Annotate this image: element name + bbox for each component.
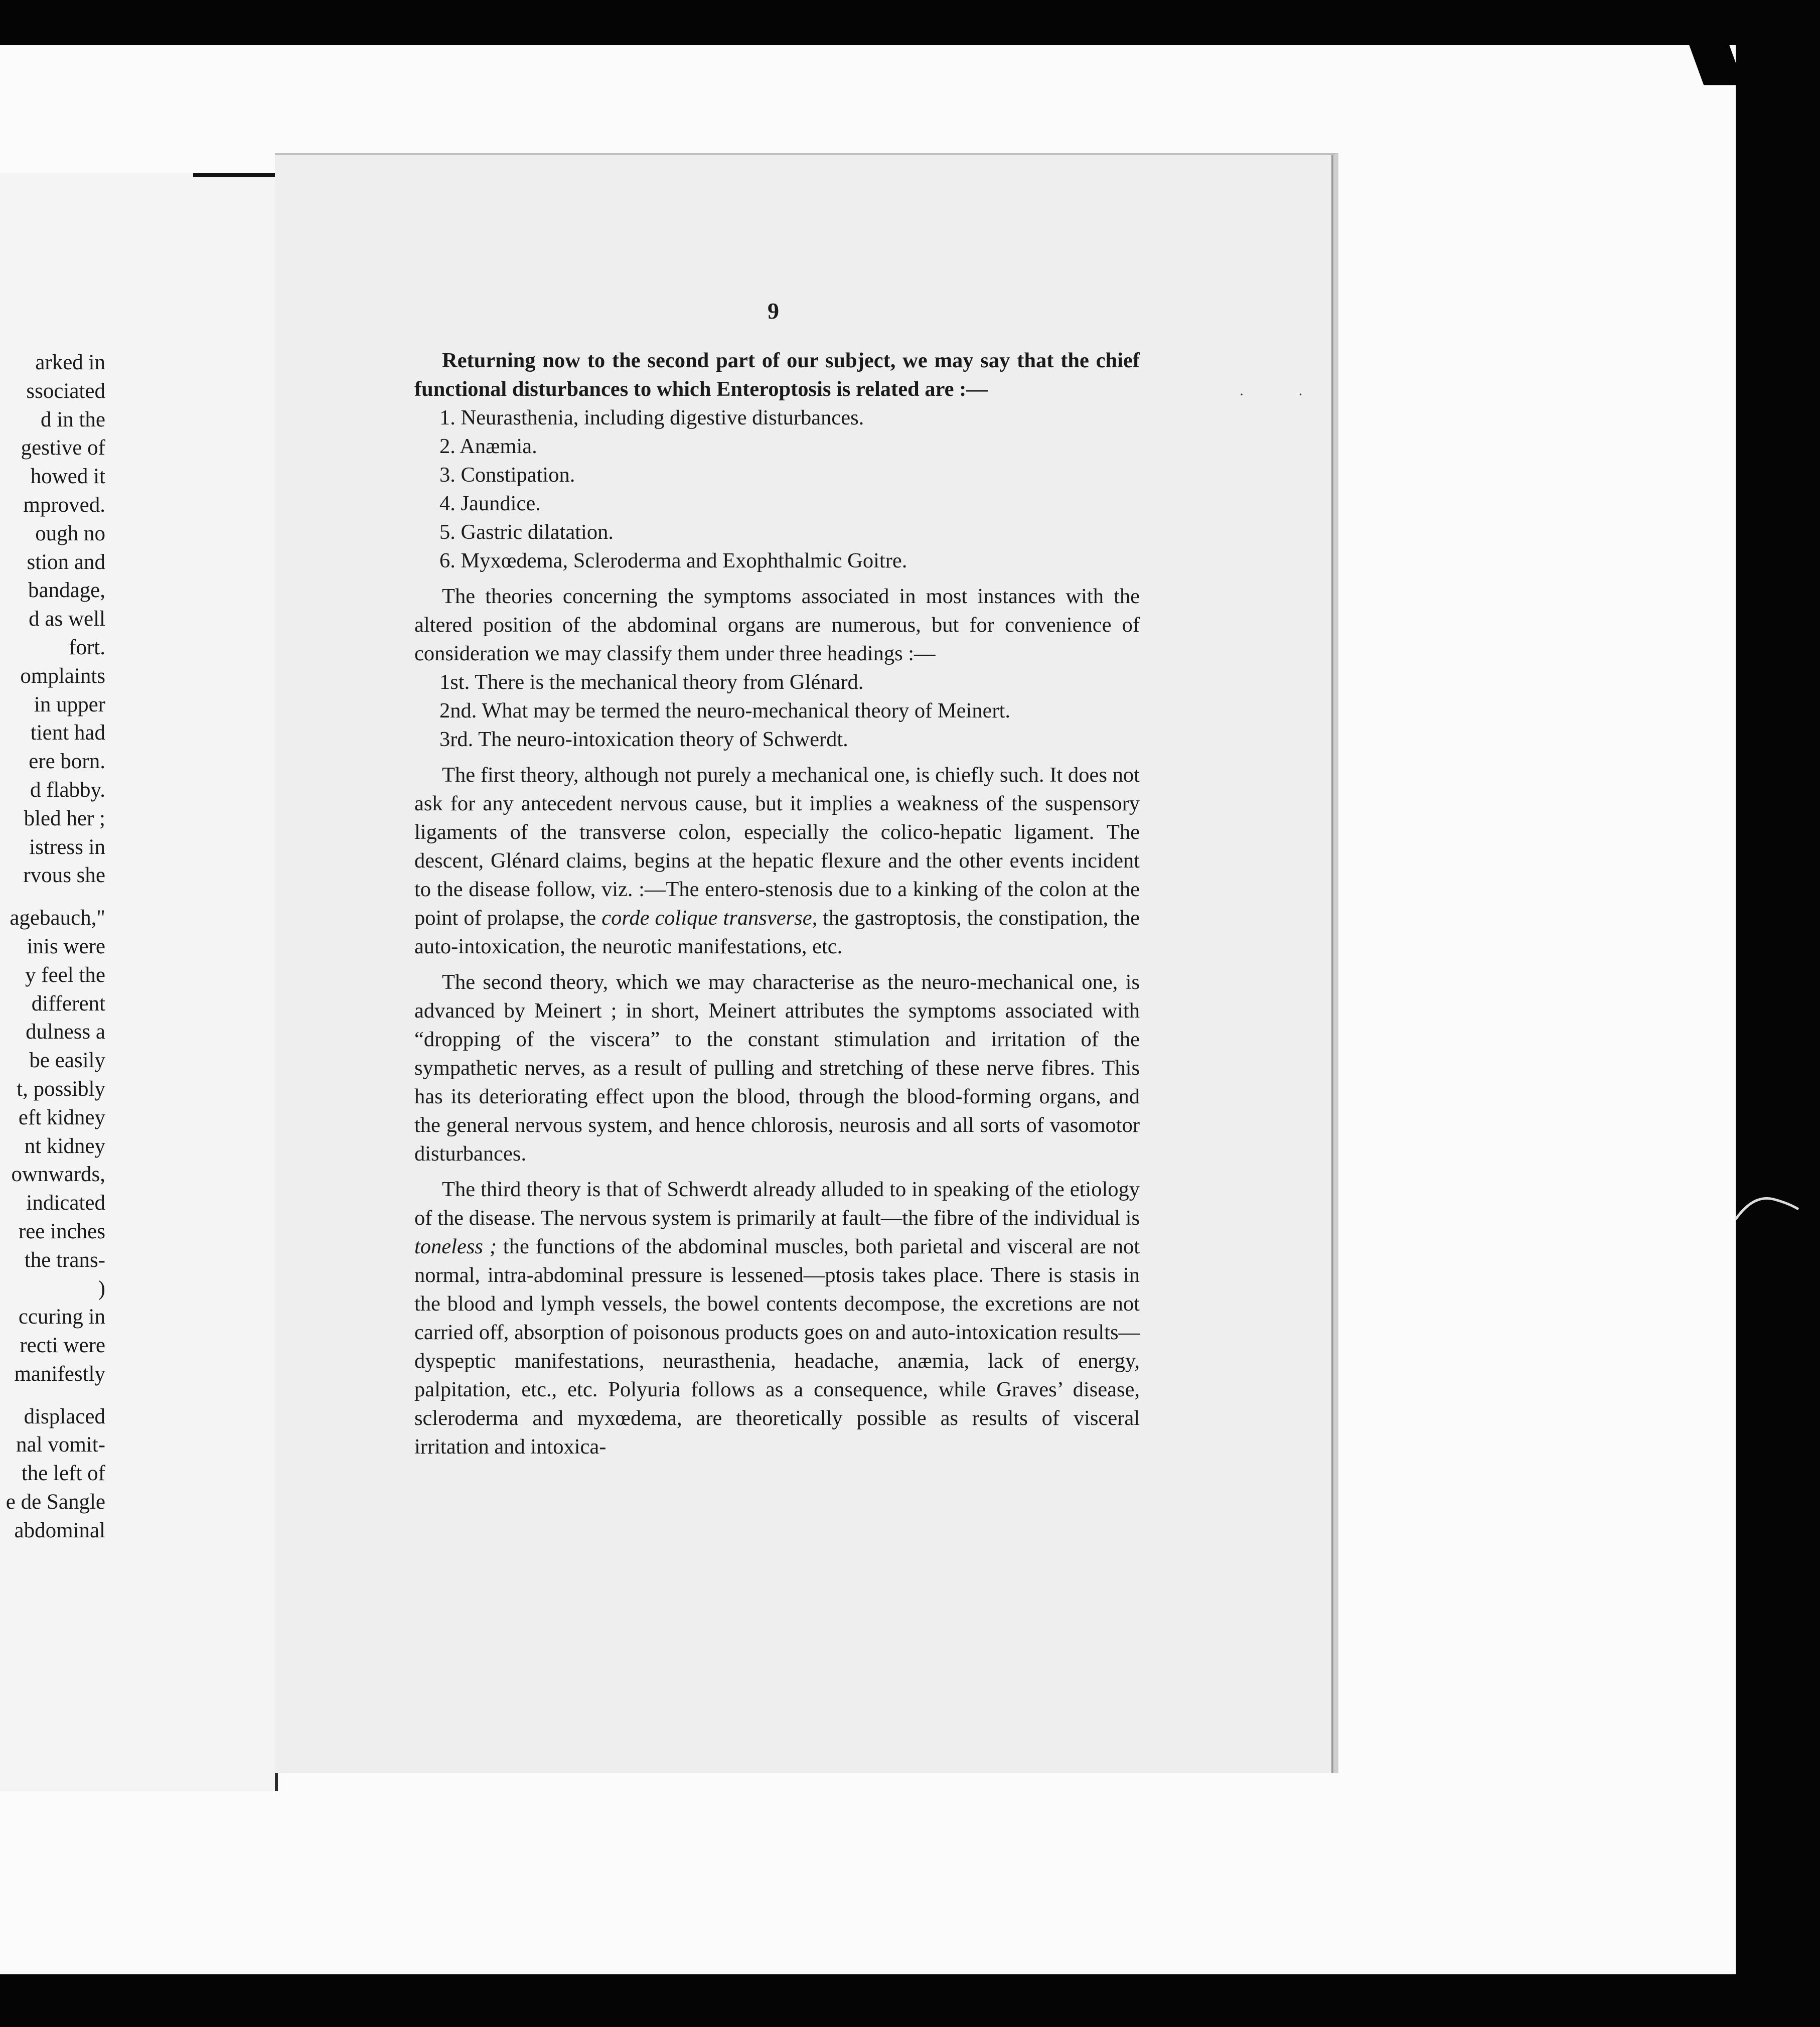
- left-facing-page: [0, 173, 278, 1791]
- italic-term: corde colique transverse,: [601, 906, 818, 930]
- left-page-line: manifestly: [14, 1362, 105, 1386]
- left-page-line: ssociated: [26, 379, 105, 403]
- left-page-line: bled her ;: [24, 806, 105, 830]
- left-page-line: gestive of: [21, 436, 105, 460]
- left-page-line: in upper: [34, 692, 105, 716]
- left-page-line: mproved.: [23, 493, 105, 517]
- left-page-line: d flabby.: [30, 778, 105, 802]
- list-item: 3. Constipation.: [439, 463, 575, 487]
- left-page-line: y feel the: [25, 963, 105, 987]
- left-page-line: different: [31, 991, 105, 1016]
- left-page-line: howed it: [30, 465, 105, 489]
- page-body: [414, 346, 1140, 1461]
- left-page-line: t, possibly: [17, 1077, 105, 1101]
- left-page-line: omplaints: [20, 664, 105, 688]
- third-theory-paragraph: [414, 1175, 1140, 1461]
- left-page-line: d in the: [41, 407, 105, 431]
- first-theory-paragraph: [414, 761, 1140, 961]
- left-page-line: the trans-: [24, 1248, 105, 1272]
- left-page-line: fort.: [69, 635, 105, 659]
- margin-specks: · ·: [1239, 386, 1328, 403]
- left-page-line: the left of: [21, 1462, 105, 1486]
- binding-bar: [193, 173, 278, 177]
- left-page-line: istress in: [29, 835, 105, 859]
- paragraph-text: The third theory is that of Schwerdt already alluded to in speaking of the etiology of the disease. The nervous system is primarily at fault—the fibre of the individual is: [414, 1178, 1140, 1230]
- intro-paragraph: Returning now to the second part of our subject, we may say that the chief functional disturbances to which Enteroptosis is related are :—: [414, 349, 1140, 401]
- left-page-line: nal vomit-: [16, 1433, 105, 1457]
- left-page-line: ough no: [35, 521, 105, 545]
- list-item: 2. Anæmia.: [439, 435, 537, 458]
- list-item: 2nd. What may be termed the neuro-mechanical theory of Meinert.: [439, 699, 1011, 722]
- left-page-line: eft kidney: [18, 1105, 105, 1129]
- list-item: 4. Jaundice.: [439, 492, 541, 515]
- second-theory-paragraph: The second theory, which we may characterise as the neuro-mechanical one, is advanced by Meinert ; in short, Meinert attributes the symptoms associated with “dropping of the viscera” to the constant stimulation and irritation of the sympathetic nerves, as a result of pulling and stretching of these nerve fibres. This has its deteriorating effect upon the blood, through the blood-forming organs, and the general nervous system, and hence chlorosis, neurosis and all sorts of vasomotor disturbances.: [414, 970, 1140, 1166]
- left-page-line: d as well: [29, 607, 105, 631]
- paragraph-text: the functions of the abdominal muscles, both parietal and visceral are not normal, intra-abdominal pressure is lessened—ptosis takes place. There is stasis in the blood and lymph vessels, the bowel contents decompose, the excretions are not carried off, absorption of poisonous products goes on and auto-intoxication results—dyspeptic manifestations, neurasthenia, headache, anæmia, lack of energy, palpitation, etc., etc. Polyuria follows as a consequence, while Graves’ disease, scleroderma and myxœdema, are theoretically possible as results of visceral irritation and intoxica-: [414, 1235, 1140, 1459]
- left-page-line: inis were: [27, 934, 105, 958]
- list-item: 6. Myxœdema, Scleroderma and Exophthalmic Goitre.: [439, 549, 907, 572]
- theories-intro-paragraph: The theories concerning the symptoms associated in most instances with the altered position of the abdominal organs are numerous, but for convenience of consideration we may classify them under three headings :—: [414, 585, 1140, 665]
- left-page-line: ccuring in: [18, 1305, 105, 1329]
- left-page-line: agebauch,": [10, 906, 105, 930]
- paragraph-text: the gastroptosis, the constipation, the auto-intoxication, the neurotic manifestations, etc.: [414, 906, 1140, 958]
- list-item: 5. Gastric dilatation.: [439, 520, 614, 544]
- disturbance-list: [414, 403, 1140, 575]
- left-page-line: indicated: [26, 1191, 105, 1215]
- list-item: 3rd. The neuro-intoxication theory of Schwerdt.: [439, 728, 848, 751]
- left-page-line: tient had: [30, 721, 105, 745]
- left-page-line: ree inches: [18, 1219, 105, 1243]
- theory-list: [414, 668, 1140, 754]
- left-page-line: arked in: [35, 351, 105, 374]
- left-page-line: ere born.: [29, 750, 105, 774]
- left-page-line: e de Sangle: [6, 1490, 105, 1514]
- left-page-line: nt kidney: [24, 1134, 105, 1158]
- left-page-line: ): [98, 1276, 105, 1300]
- left-page-line: rvous she: [23, 863, 105, 888]
- left-page-line: displaced: [24, 1404, 105, 1428]
- list-item: 1. Neurasthenia, including digestive disturbances.: [439, 406, 864, 429]
- left-page-line: recti were: [20, 1334, 105, 1358]
- page-number: 9: [768, 298, 779, 324]
- left-page-line: dulness a: [26, 1020, 105, 1044]
- left-page-line: bandage,: [28, 578, 105, 603]
- margin-mark: [1733, 1179, 1820, 1239]
- italic-term: toneless ;: [414, 1235, 497, 1258]
- list-item: 1st. There is the mechanical theory from Glénard.: [439, 670, 864, 694]
- left-page-line: [0, 890, 105, 904]
- left-page-line: be easily: [29, 1049, 105, 1073]
- left-page-line: stion and: [27, 550, 105, 574]
- paragraph-text: The first theory, although not purely a mechanical one, is chiefly such. It does not ask for any antecedent nervous cause, but it implies a weakness of the suspensory ligaments of the transverse colon, especially the colico-hepatic ligament. The descent, Glénard claims, begins at the hepatic flexure and the other events incident to the disease follow, viz. :—The entero-stenosis due to a kinking of the colon at the point of prolapse, the: [414, 763, 1140, 930]
- left-page-line: ownwards,: [11, 1163, 105, 1187]
- left-page-text: [0, 349, 105, 1545]
- left-page-line: abdominal: [14, 1518, 105, 1542]
- left-page-line: [0, 1389, 105, 1403]
